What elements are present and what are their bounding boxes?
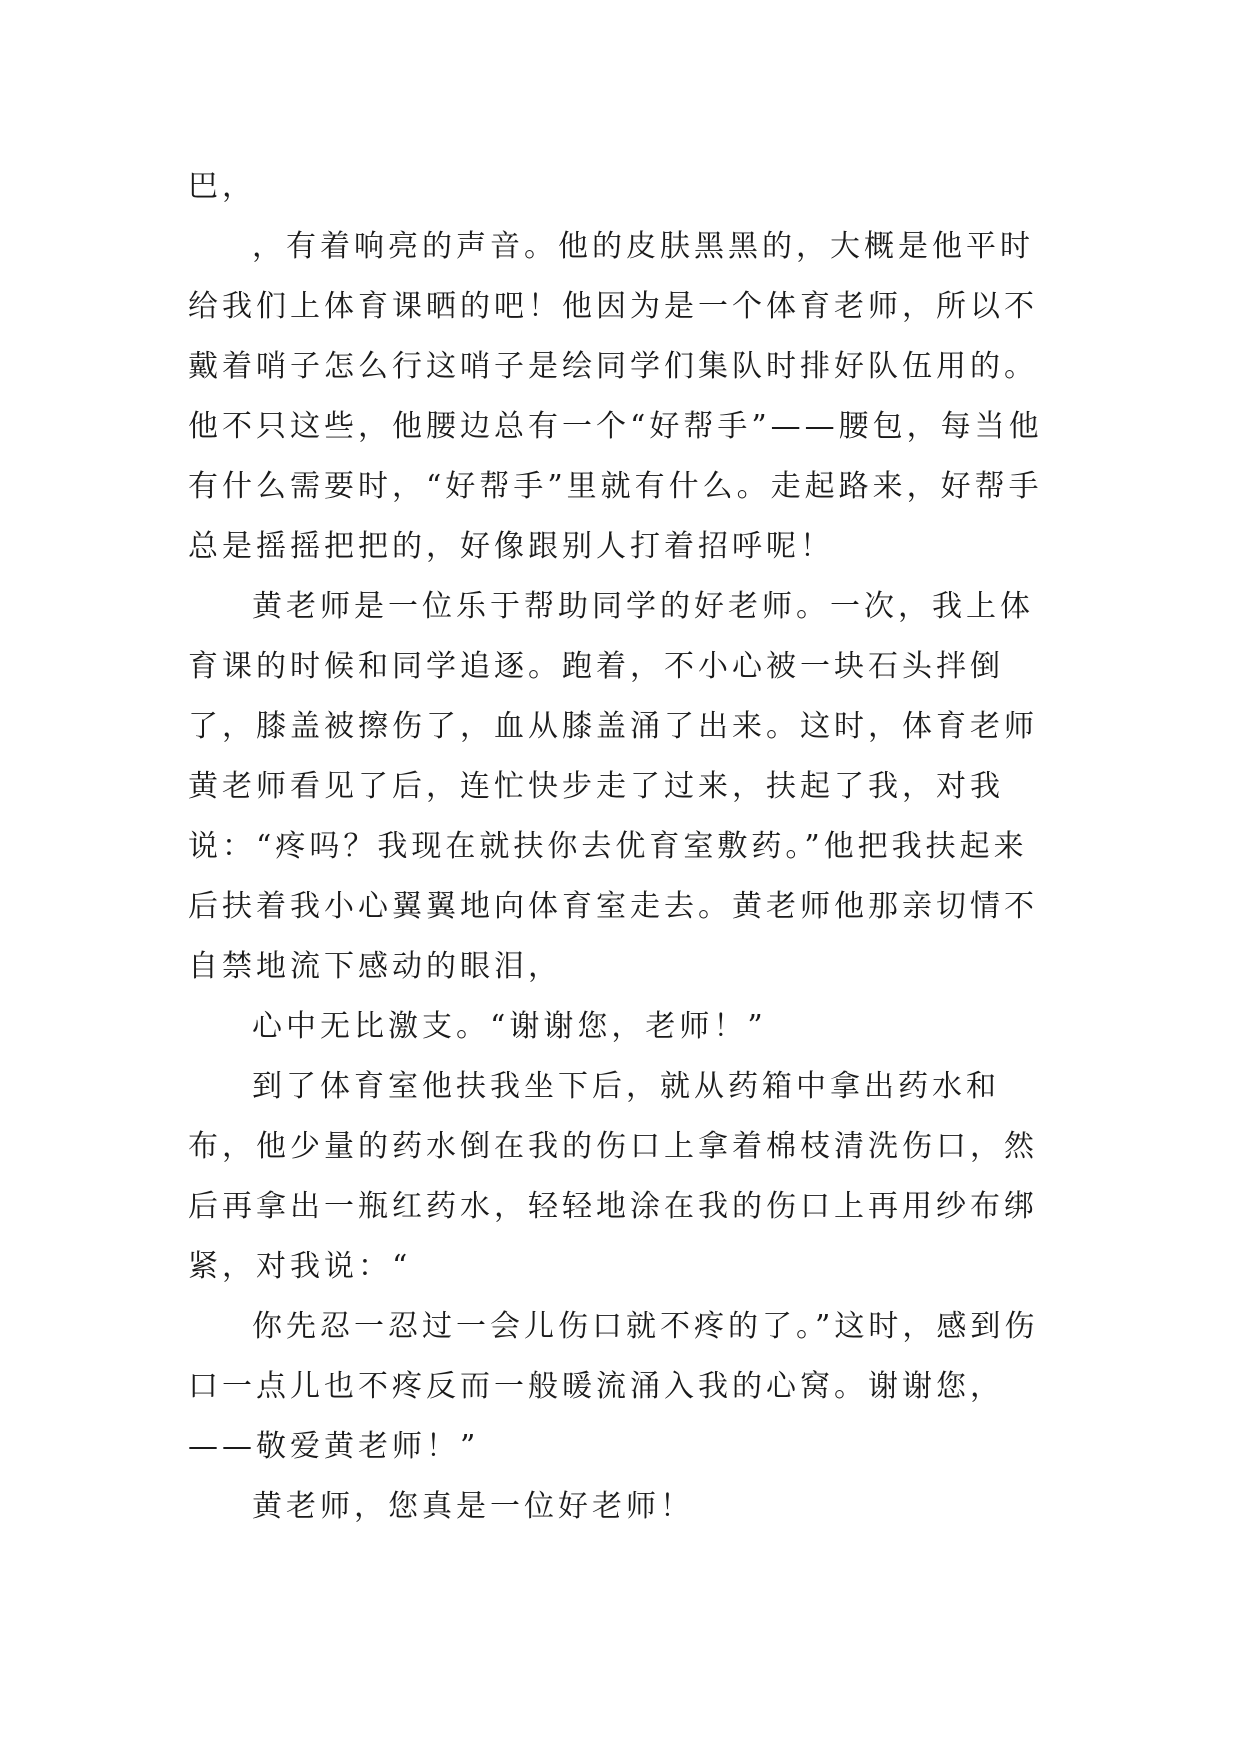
paragraph-3: 黄老师是一位乐于帮助同学的好老师。一次，我上体育课的时候和同学追逐。跑着，不小心被一块石头拌倒了，膝盖被擦伤了，血从膝盖涌了出来。这时，体育老师黄老师看见了后，连忙快步走了过来，扶起了我，对我说：“疼吗？我现在就扶你去优育室敷药。”他把我扶起来后扶着我小心翼翼地向体育室走去。黄老师他那亲切情不自禁地流下感动的眼泪， <box>188 589 1038 984</box>
paragraph-4: 心中无比激支。“谢谢您，老师！” <box>252 1009 767 1044</box>
paragraph-5: 到了体育室他扶我坐下后，就从药箱中拿出药水和布，他少量的药水倒在我的伤口上拿着棉枝清洗伤口，然后再拿出一瓶红药水，轻轻地涂在我的伤口上再用纱布绑紧，对我说：“ <box>188 1069 1038 1284</box>
paragraph-7: 黄老师，您真是一位好老师！ <box>252 1489 694 1524</box>
paragraph-1: 巴， <box>188 169 256 204</box>
paragraph-2: ，有着响亮的声音。他的皮肤黑黑的，大概是他平时给我们上体育课晒的吧！他因为是一个体育老师，所以不戴着哨子怎么行这哨子是绘同学们集队时排好队伍用的。他不只这些，他腰边总有一个“好帮手”——腰包，每当他有什么需要时，“好帮手”里就有什么。走起路来，好帮手总是摇摇把把的，好像跟别人打着招呼呢！ <box>188 229 1043 564</box>
article-body <box>188 157 1058 1537</box>
paragraph-6: 你先忍一忍过一会儿伤口就不疼的了。”这时，感到伤口一点儿也不疼反而一般暖流涌入我的心窝。谢谢您，——敬爱黄老师！” <box>188 1309 1039 1464</box>
